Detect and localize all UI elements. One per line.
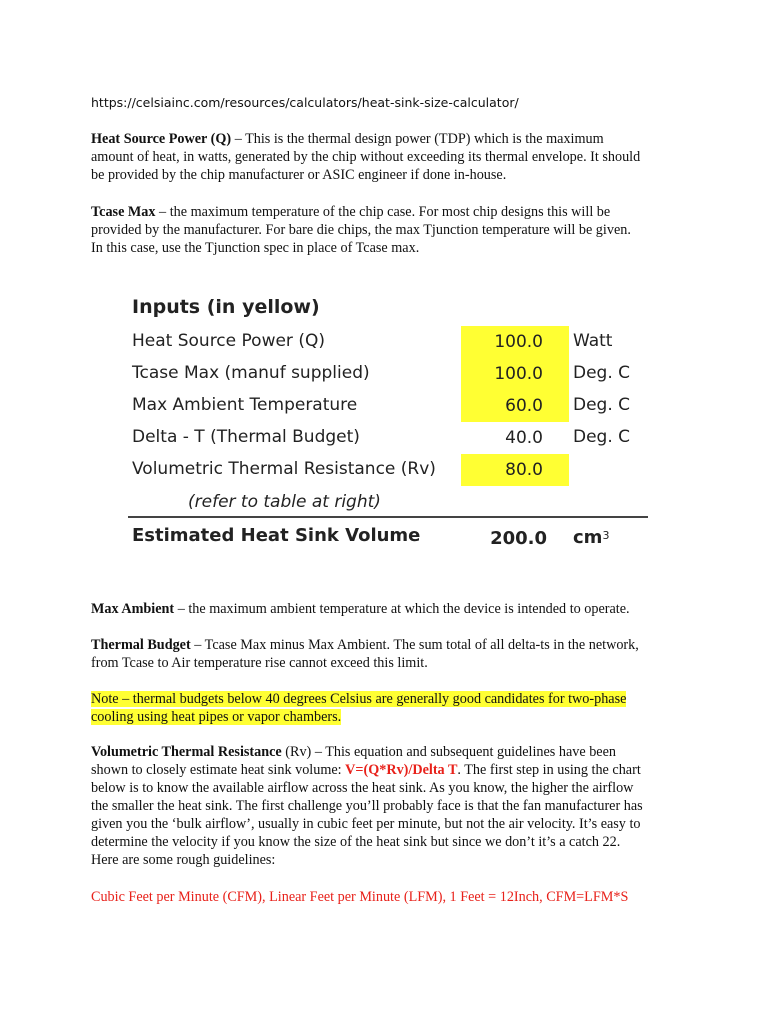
result-value: 200.0 <box>490 528 547 549</box>
heat-source-text-1: – This is the thermal design power (TDP) which is the maximum <box>231 131 604 147</box>
cfm-definition-line: Cubic Feet per Minute (CFM), Linear Feet per Minute (LFM), 1 Feet = 12Inch, CFM=LFM*S <box>91 889 629 905</box>
row-value: 60.0 <box>461 390 569 422</box>
table-note: (refer to table at right) <box>188 492 381 512</box>
volumetric-paragraph: Volumetric Thermal Resistance (Rv) – This equation and subsequent guidelines have been shown to closely estimate heat sink volume: V=(Q*Rv)/Delta T. The first step in using the chart below is to know the available airflow across the heat sink. As you know, the higher the airflow the smaller the heat sink. The first challenge you’ll probably face is that the fan manufacturer has given you the ‘bulk airflow’, usually in cubic feet per minute, but not the air velocity. It’s easy to determine the velocity if you know the size of the heat sink but since we don’t it’s a catch 22. Here are some rough guidelines: <box>91 744 643 868</box>
table-row <box>128 422 658 454</box>
inputs-table-title: Inputs (in yellow) <box>132 296 320 318</box>
tcase-term: Tcase Max <box>91 204 156 220</box>
max-ambient-paragraph <box>91 600 691 618</box>
row-value: 100.0 <box>461 326 569 358</box>
result-label: Estimated Heat Sink Volume <box>132 525 421 546</box>
row-label: Tcase Max (manuf supplied) <box>132 363 370 383</box>
tcase-text-2: provided by the manufacturer. For bare die chips, the max Tjunction temperature will be given. <box>91 222 631 238</box>
heat-source-text-2: amount of heat, in watts, generated by the chip without exceeding its thermal envelope. It should <box>91 149 641 165</box>
heat-source-paragraph <box>91 130 691 184</box>
thermal-budget-term: Thermal Budget <box>91 637 191 653</box>
max-ambient-term: Max Ambient <box>91 601 175 617</box>
highlighted-note <box>91 690 691 726</box>
thermal-budget-paragraph <box>91 636 691 672</box>
row-unit: Deg. C <box>573 395 631 415</box>
table-divider <box>128 516 648 518</box>
table-row <box>128 454 658 486</box>
note-text-1: Note – thermal budgets below 40 degrees Celsius are generally good candidates for two-phase <box>91 691 627 707</box>
inputs-table-image <box>128 294 658 564</box>
row-unit: Deg. C <box>573 427 631 447</box>
table-row <box>128 358 658 390</box>
volume-formula: V=(Q*Rv)/Delta T <box>345 762 458 778</box>
heat-source-term: Heat Source Power (Q) <box>91 131 232 147</box>
tcase-text-3: In this case, use the Tjunction spec in place of Tcase max. <box>91 240 420 256</box>
row-value: 100.0 <box>461 358 569 390</box>
result-unit: $cm^3$ <box>573 527 610 548</box>
thermal-budget-text-2: from Tcase to Air temperature rise cannot exceed this limit. <box>91 655 428 671</box>
row-label: Delta - T (Thermal Budget) <box>132 427 360 447</box>
row-label: Volumetric Thermal Resistance (Rv) <box>132 459 436 479</box>
volumetric-term: Volumetric Thermal Resistance <box>91 744 282 760</box>
tcase-paragraph <box>91 203 691 257</box>
heat-source-text-3: be provided by the chip manufacturer or ASIC engineer if done in-house. <box>91 167 507 183</box>
row-label: Max Ambient Temperature <box>132 395 358 415</box>
row-label: Heat Source Power (Q) <box>132 331 325 351</box>
table-row <box>128 390 658 422</box>
thermal-budget-text-1: – Tcase Max minus Max Ambient. The sum total of all delta-ts in the network, <box>190 637 639 653</box>
row-value: 80.0 <box>461 454 569 486</box>
tcase-text-1: – the maximum temperature of the chip case. For most chip designs this will be <box>155 204 611 220</box>
source-url[interactable]: https://celsiainc.com/resources/calculators/heat-sink-size-calculator/ <box>91 95 519 110</box>
result-row <box>128 521 658 557</box>
max-ambient-text: – the maximum ambient temperature at which the device is intended to operate. <box>174 601 630 617</box>
row-value: 40.0 <box>505 428 543 448</box>
row-unit: Watt <box>573 331 613 351</box>
table-row <box>128 326 658 358</box>
note-text-2: cooling using heat pipes or vapor chambers. <box>91 709 342 725</box>
row-unit: Deg. C <box>573 363 631 383</box>
